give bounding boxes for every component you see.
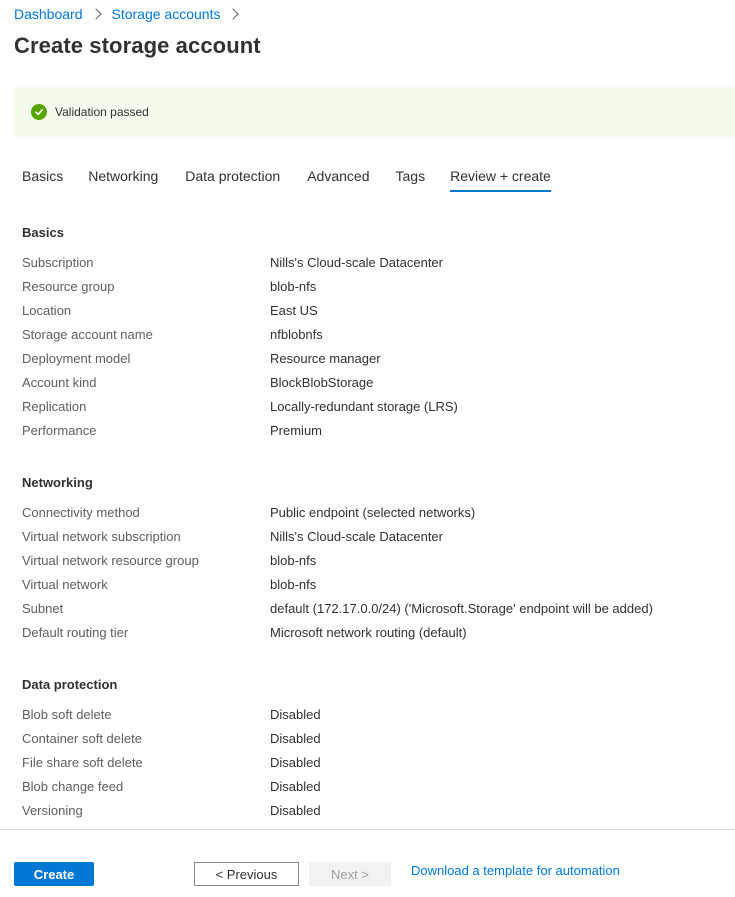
row-label: File share soft delete bbox=[22, 755, 143, 770]
row-label: Blob change feed bbox=[22, 779, 124, 794]
breadcrumb-storage-accounts-link[interactable]: Storage accounts bbox=[111, 6, 221, 22]
summary-row bbox=[22, 395, 722, 419]
row-label: Subnet bbox=[22, 601, 64, 616]
data-protection-section bbox=[22, 675, 722, 823]
row-value: Nills's Cloud-scale Datacenter bbox=[270, 529, 443, 544]
summary-row bbox=[22, 371, 722, 395]
row-label: Replication bbox=[22, 399, 87, 414]
summary-row bbox=[22, 419, 722, 443]
summary-row bbox=[22, 323, 722, 347]
row-label: Virtual network resource group bbox=[22, 553, 199, 568]
page-title: Create storage account bbox=[14, 33, 261, 58]
row-value: Resource manager bbox=[270, 351, 381, 366]
check-circle-icon bbox=[31, 104, 47, 120]
summary-row bbox=[22, 727, 722, 751]
tab-networking[interactable]: Networking bbox=[88, 168, 159, 184]
summary-row bbox=[22, 251, 722, 275]
networking-section bbox=[22, 473, 722, 645]
row-label: Location bbox=[22, 303, 72, 318]
breadcrumb-dashboard-link[interactable]: Dashboard bbox=[14, 6, 83, 22]
section-title: Basics bbox=[22, 225, 64, 240]
tab-review-create[interactable]: Review + create bbox=[450, 168, 551, 192]
row-label: Storage account name bbox=[22, 327, 153, 342]
summary-row bbox=[22, 549, 722, 573]
row-label: Performance bbox=[22, 423, 97, 438]
summary-row bbox=[22, 597, 722, 621]
tab-advanced[interactable]: Advanced bbox=[307, 168, 370, 184]
row-value: blob-nfs bbox=[270, 577, 317, 592]
tab-tags[interactable]: Tags bbox=[395, 168, 426, 184]
row-value: Disabled bbox=[270, 755, 321, 770]
summary-row bbox=[22, 621, 722, 645]
breadcrumb bbox=[14, 6, 249, 22]
summary-row bbox=[22, 501, 722, 525]
footer-divider bbox=[0, 829, 735, 830]
row-label: Virtual network bbox=[22, 577, 108, 592]
row-value: Disabled bbox=[270, 707, 321, 722]
row-value: blob-nfs bbox=[270, 279, 317, 294]
row-label: Deployment model bbox=[22, 351, 131, 366]
summary-row bbox=[22, 775, 722, 799]
section-title: Networking bbox=[22, 475, 93, 490]
summary-row bbox=[22, 299, 722, 323]
row-value: nfblobnfs bbox=[270, 327, 323, 342]
summary-row bbox=[22, 573, 722, 597]
summary-row bbox=[22, 703, 722, 727]
row-label: Default routing tier bbox=[22, 625, 129, 640]
basics-section bbox=[22, 223, 722, 443]
row-value: Disabled bbox=[270, 779, 321, 794]
summary-row bbox=[22, 751, 722, 775]
row-label: Blob soft delete bbox=[22, 707, 112, 722]
chevron-right-icon bbox=[228, 8, 239, 19]
row-value: blob-nfs bbox=[270, 553, 317, 568]
next-button[interactable]: Next > bbox=[309, 862, 391, 886]
tab-data-protection[interactable]: Data protection bbox=[185, 168, 281, 184]
wizard-tabs bbox=[22, 168, 551, 192]
row-label: Versioning bbox=[22, 803, 83, 818]
summary-row bbox=[22, 347, 722, 371]
row-value: East US bbox=[270, 303, 318, 318]
row-label: Resource group bbox=[22, 279, 115, 294]
chevron-right-icon bbox=[90, 8, 101, 19]
summary-row bbox=[22, 799, 722, 823]
row-value: Disabled bbox=[270, 731, 321, 746]
row-label: Connectivity method bbox=[22, 505, 140, 520]
row-label: Virtual network subscription bbox=[22, 529, 181, 544]
create-button[interactable]: Create bbox=[14, 862, 94, 886]
row-label: Account kind bbox=[22, 375, 97, 390]
row-value: Microsoft network routing (default) bbox=[270, 625, 467, 640]
row-value: Nills's Cloud-scale Datacenter bbox=[270, 255, 443, 270]
row-value: Locally-redundant storage (LRS) bbox=[270, 399, 458, 414]
previous-button[interactable]: < Previous bbox=[194, 862, 299, 886]
row-label: Container soft delete bbox=[22, 731, 142, 746]
row-value: Public endpoint (selected networks) bbox=[270, 505, 476, 520]
summary-row bbox=[22, 275, 722, 299]
section-title: Data protection bbox=[22, 677, 118, 692]
row-value: BlockBlobStorage bbox=[270, 375, 374, 390]
row-value: Premium bbox=[270, 423, 323, 438]
validation-text: Validation passed bbox=[55, 105, 149, 119]
validation-banner bbox=[14, 87, 735, 137]
summary-row bbox=[22, 525, 722, 549]
row-label: Subscription bbox=[22, 255, 94, 270]
row-value: Disabled bbox=[270, 803, 321, 818]
download-template-link[interactable]: Download a template for automation bbox=[411, 863, 620, 878]
tab-basics[interactable]: Basics bbox=[22, 168, 64, 184]
row-value: default (172.17.0.0/24) ('Microsoft.Storage' endpoint will be added) bbox=[270, 601, 653, 616]
